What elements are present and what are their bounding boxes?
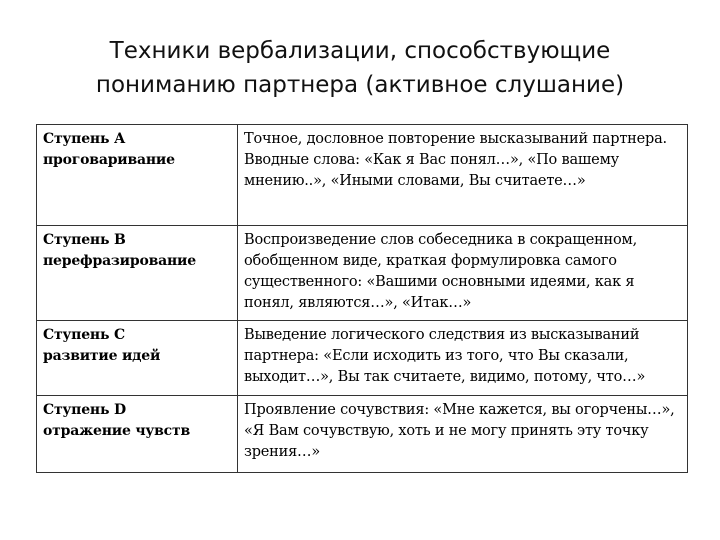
stage-cell: [37, 125, 238, 226]
stage-cell: [37, 321, 238, 396]
description-cell: Проявление сочувствия: «Мне кажется, вы огорчены…», «Я Вам сочувствую, хоть и не могу принять эту точку зрения…»: [238, 396, 688, 473]
slide-title-line-2: пониманию партнера (активное слушание): [95, 72, 625, 98]
description-cell: Точное, дословное повторение высказываний партнера. Вводные слова: «Как я Вас понял…», «По вашему мнению..», «Иными словами, Вы считаете…»: [238, 125, 688, 226]
table-row: [37, 226, 688, 321]
description-cell: Выведение логического следствия из высказываний партнера: «Если исходить из того, что Вы сказали, выходит…», Вы так считаете, видимо, потому, что…»: [238, 321, 688, 396]
stage-name: проговаривание: [43, 152, 175, 168]
stage-name: развитие идей: [43, 348, 161, 364]
slide-title-line-1: Техники вербализации, способствующие: [109, 38, 611, 64]
stage-label: Ступень D: [43, 402, 126, 418]
table-row: [37, 321, 688, 396]
slide-title: [0, 34, 720, 102]
stage-label: Ступень А: [43, 131, 126, 147]
techniques-table: [36, 124, 688, 473]
stage-cell: [37, 396, 238, 473]
stage-label: Ступень С: [43, 327, 125, 343]
stage-label: Ступень В: [43, 232, 126, 248]
table-row: [37, 396, 688, 473]
stage-name: перефразирование: [43, 253, 196, 269]
table-row: [37, 125, 688, 226]
stage-name: отражение чувств: [43, 423, 190, 439]
description-cell: Воспроизведение слов собеседника в сокращенном, обобщенном виде, краткая формулировка самого существенного: «Вашими основными идеями, как я понял, являются…», «Итак…»: [238, 226, 688, 321]
stage-cell: [37, 226, 238, 321]
